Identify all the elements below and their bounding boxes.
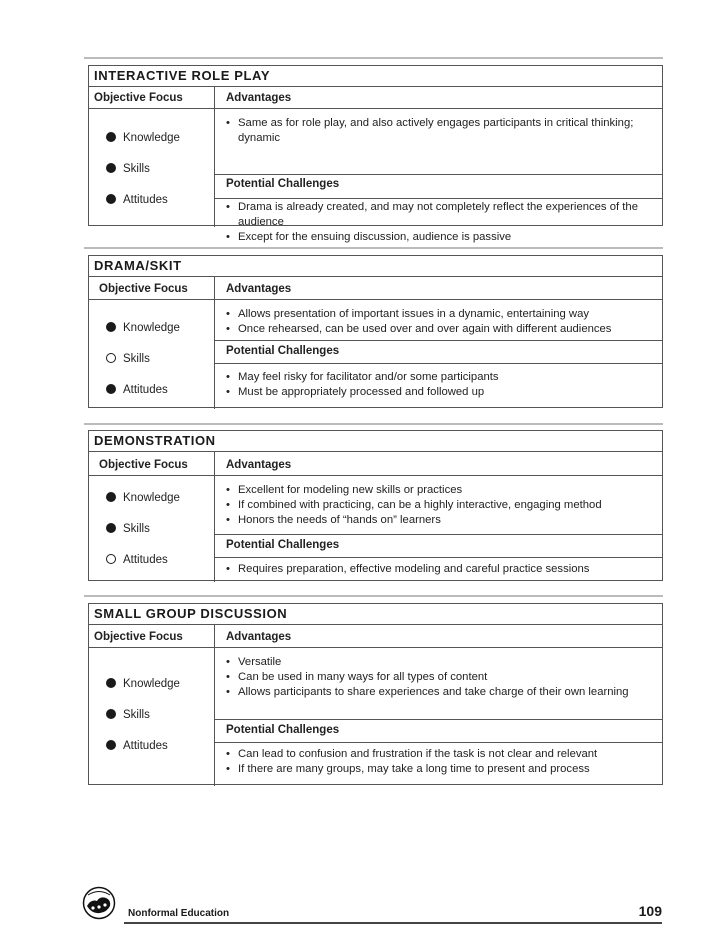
focus-skills: Skills bbox=[106, 523, 150, 535]
filled-circle-icon bbox=[106, 163, 116, 173]
filled-circle-icon bbox=[106, 523, 116, 533]
challenges-header: Potential Challenges bbox=[226, 178, 340, 190]
filled-circle-icon bbox=[106, 678, 116, 688]
page-number: 109 bbox=[638, 903, 662, 919]
filled-circle-icon bbox=[106, 709, 116, 719]
advantages-list bbox=[226, 483, 658, 528]
focus-knowledge: Knowledge bbox=[106, 322, 180, 334]
list-item: • Drama is already created, and may not completely reflect the experiences of the audience bbox=[226, 200, 658, 230]
advantages-header: Advantages bbox=[226, 631, 292, 643]
challenges-list bbox=[226, 747, 658, 777]
filled-circle-icon bbox=[106, 322, 116, 332]
filled-circle-icon bbox=[106, 384, 116, 394]
advantages-header: Advantages bbox=[226, 92, 292, 104]
focus-attitudes: Attitudes bbox=[106, 740, 168, 752]
objective-focus-header: Objective Focus bbox=[94, 631, 183, 643]
card-title: INTERACTIVE ROLE PLAY bbox=[89, 66, 662, 87]
objective-focus-header: Objective Focus bbox=[99, 283, 188, 295]
filled-circle-icon bbox=[106, 194, 116, 204]
challenges-list bbox=[226, 562, 658, 577]
list-item: • Versatile bbox=[226, 655, 658, 670]
challenges-list bbox=[226, 200, 658, 245]
card-drama-skit bbox=[88, 255, 663, 408]
advantages-list bbox=[226, 307, 658, 337]
peace-corps-logo-icon bbox=[82, 886, 116, 920]
list-item: • Can lead to confusion and frustration if the task is not clear and relevant bbox=[226, 747, 658, 762]
focus-attitudes: Attitudes bbox=[106, 384, 168, 396]
challenges-list bbox=[226, 370, 658, 400]
list-item: • May feel risky for facilitator and/or some participants bbox=[226, 370, 658, 385]
list-item: • Allows presentation of important issues in a dynamic, entertaining way bbox=[226, 307, 658, 322]
focus-skills: Skills bbox=[106, 709, 150, 721]
advantages-header: Advantages bbox=[226, 283, 292, 295]
filled-circle-icon bbox=[106, 492, 116, 502]
challenges-header: Potential Challenges bbox=[226, 345, 340, 357]
focus-skills: Skills bbox=[106, 353, 150, 365]
list-item: • Excellent for modeling new skills or practices bbox=[226, 483, 658, 498]
focus-knowledge: Knowledge bbox=[106, 678, 180, 690]
footer-title: Nonformal Education bbox=[128, 908, 230, 919]
list-item: • Allows participants to share experiences and take charge of their own learning bbox=[226, 685, 658, 700]
list-item: • If there are many groups, may take a long time to present and process bbox=[226, 762, 658, 777]
filled-circle-icon bbox=[106, 132, 116, 142]
challenges-header: Potential Challenges bbox=[226, 724, 340, 736]
card-interactive-role-play bbox=[88, 65, 663, 243]
card-title: SMALL GROUP DISCUSSION bbox=[89, 604, 662, 625]
objective-focus-header: Objective Focus bbox=[94, 92, 183, 104]
filled-circle-icon bbox=[106, 740, 116, 750]
list-item: • Once rehearsed, can be used over and over again with different audiences bbox=[226, 322, 658, 337]
objective-focus-header: Objective Focus bbox=[99, 459, 188, 471]
footer-rule bbox=[124, 922, 662, 924]
advantages-list bbox=[226, 655, 658, 700]
advantages-header: Advantages bbox=[226, 459, 292, 471]
list-item: • Can be used in many ways for all types of content bbox=[226, 670, 658, 685]
list-item: • Must be appropriately processed and followed up bbox=[226, 385, 658, 400]
empty-circle-icon bbox=[106, 353, 116, 363]
list-item: • Except for the ensuing discussion, audience is passive bbox=[226, 230, 658, 245]
challenges-header: Potential Challenges bbox=[226, 539, 340, 551]
list-item: • Same as for role play, and also actively engages participants in critical thinking; dynamic bbox=[226, 116, 658, 146]
focus-knowledge: Knowledge bbox=[106, 132, 180, 144]
focus-attitudes: Attitudes bbox=[106, 554, 168, 566]
card-demonstration bbox=[88, 430, 663, 581]
list-item: • Requires preparation, effective modeling and careful practice sessions bbox=[226, 562, 658, 577]
card-title: DEMONSTRATION bbox=[89, 431, 662, 452]
empty-circle-icon bbox=[106, 554, 116, 564]
focus-attitudes: Attitudes bbox=[106, 194, 168, 206]
list-item: • If combined with practicing, can be a highly interactive, engaging method bbox=[226, 498, 658, 513]
card-title: DRAMA/SKIT bbox=[89, 256, 662, 277]
card-small-group-discussion bbox=[88, 603, 663, 785]
focus-knowledge: Knowledge bbox=[106, 492, 180, 504]
list-item: • Honors the needs of “hands on” learners bbox=[226, 513, 658, 528]
advantages-list bbox=[226, 116, 658, 146]
focus-skills: Skills bbox=[106, 163, 150, 175]
